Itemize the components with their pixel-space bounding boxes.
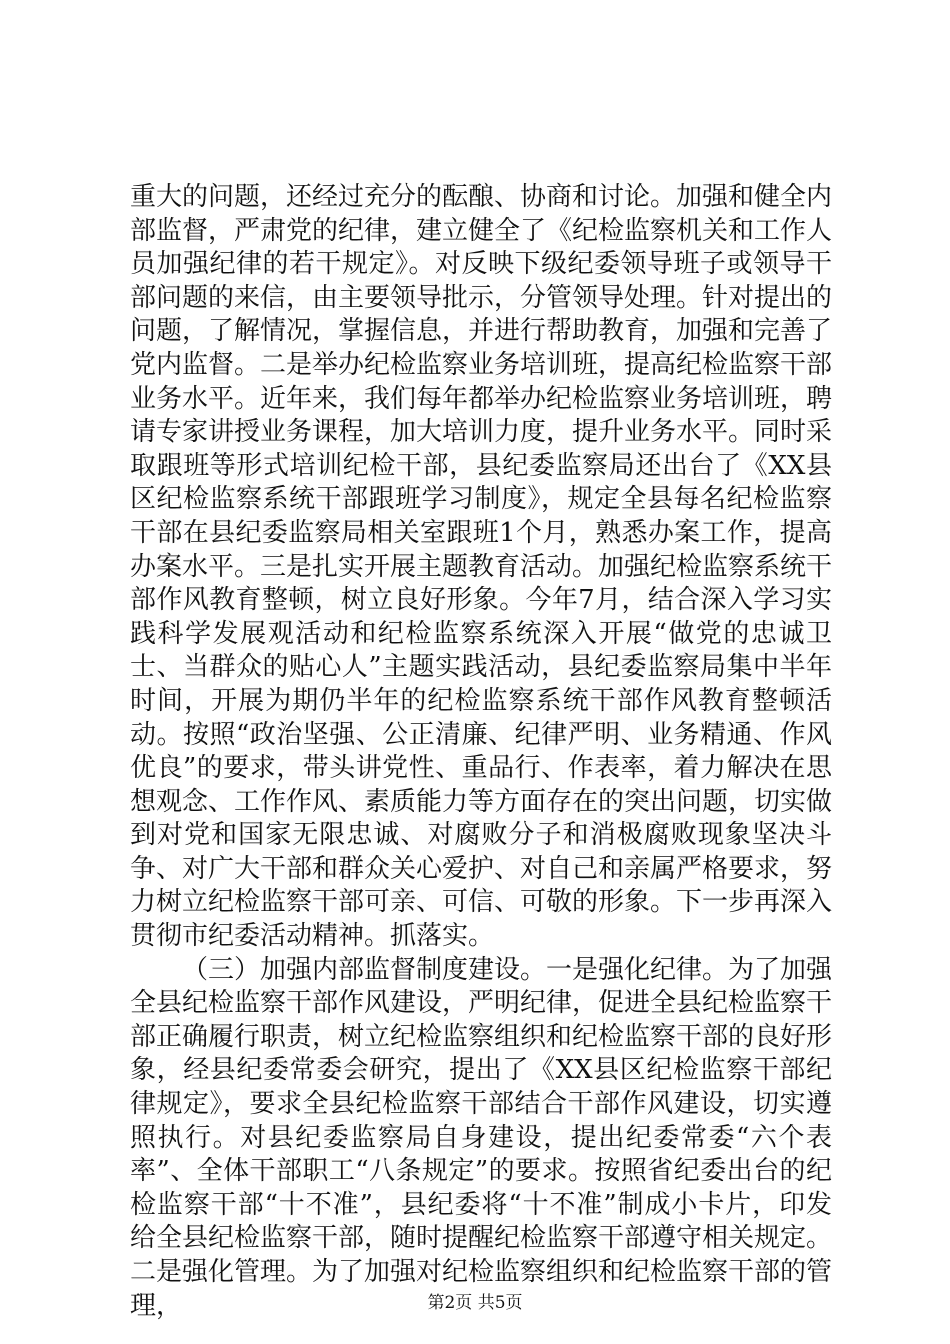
document-body [130,181,832,1323]
paragraph-1: 重大的问题，还经过充分的酝酿、协商和讨论。加强和健全内部监督，严肃党的纪律，建立健全了《纪检监察机关和工作人员加强纪律的若干规定》。对反映下级纪委领导班子或领导干部问题的来信，由主要领导批示，分管领导处理。针对提出的问题，了解情况，掌握信息，并进行帮助教育，加强和完善了党内监督。二是举办纪检监察业务培训班，提高纪检监察干部业务水平。近年来，我们每年都举办纪检监察业务培训班，聘请专家讲授业务课程，加大培训力度，提升业务水平。同时采取跟班等形式培训纪检干部，县纪委监察局还出台了《XX县区纪检监察系统干部跟班学习制度》，规定全县每名纪检监察干部在县纪委监察局相关室跟班1个月，熟悉办案工作，提高办案水平。三是扎实开展主题教育活动。加强纪检监察系统干部作风教育整顿，树立良好形象。今年7月，结合深入学习实践科学发展观活动和纪检监察系统深入开展“做党的忠诚卫士、当群众的贴心人”主题实践活动，县纪委监察局集中半年时间，开展为期仍半年的纪检监察系统干部作风教育整顿活动。按照“政治坚强、公正清廉、纪律严明、业务精通、作风优良”的要求，带头讲党性、重品行、作表率，着力解决在思想观念、工作作风、素质能力等方面存在的突出问题，切实做到对党和国家无限忠诚、对腐败分子和消极腐败现象坚决斗争、对广大干部和群众关心爱护、对自己和亲属严格要求，努力树立纪检监察干部可亲、可信、可敬的形象。下一步再深入贯彻市纪委活动精神。抓落实。 [130,182,833,952]
paragraph-2: （三）加强内部监督制度建设。一是强化纪律。为了加强全县纪检监察干部作风建设，严明纪律，促进全县纪检监察干部正确履行职责，树立纪检监察组织和纪检监察干部的良好形象，经县纪委常委会研究，提出了《XX县区纪检监察干部纪律规定》，要求全县纪检监察干部结合干部作风建设，切实遵照执行。对县纪委监察局自身建设，提出纪委常委“六个表率”、全体干部职工“八条规定”的要求。按照省纪委出台的纪检监察干部“十不准”，县纪委将“十不准”制成小卡片，印发给全县纪检监察干部，随时提醒纪检监察干部遵守相关规定。二是强化管理。为了加强对纪检监察组织和纪检监察干部的管理， [130,954,833,1321]
page-footer: 第2页 共5页 [427,1293,523,1313]
